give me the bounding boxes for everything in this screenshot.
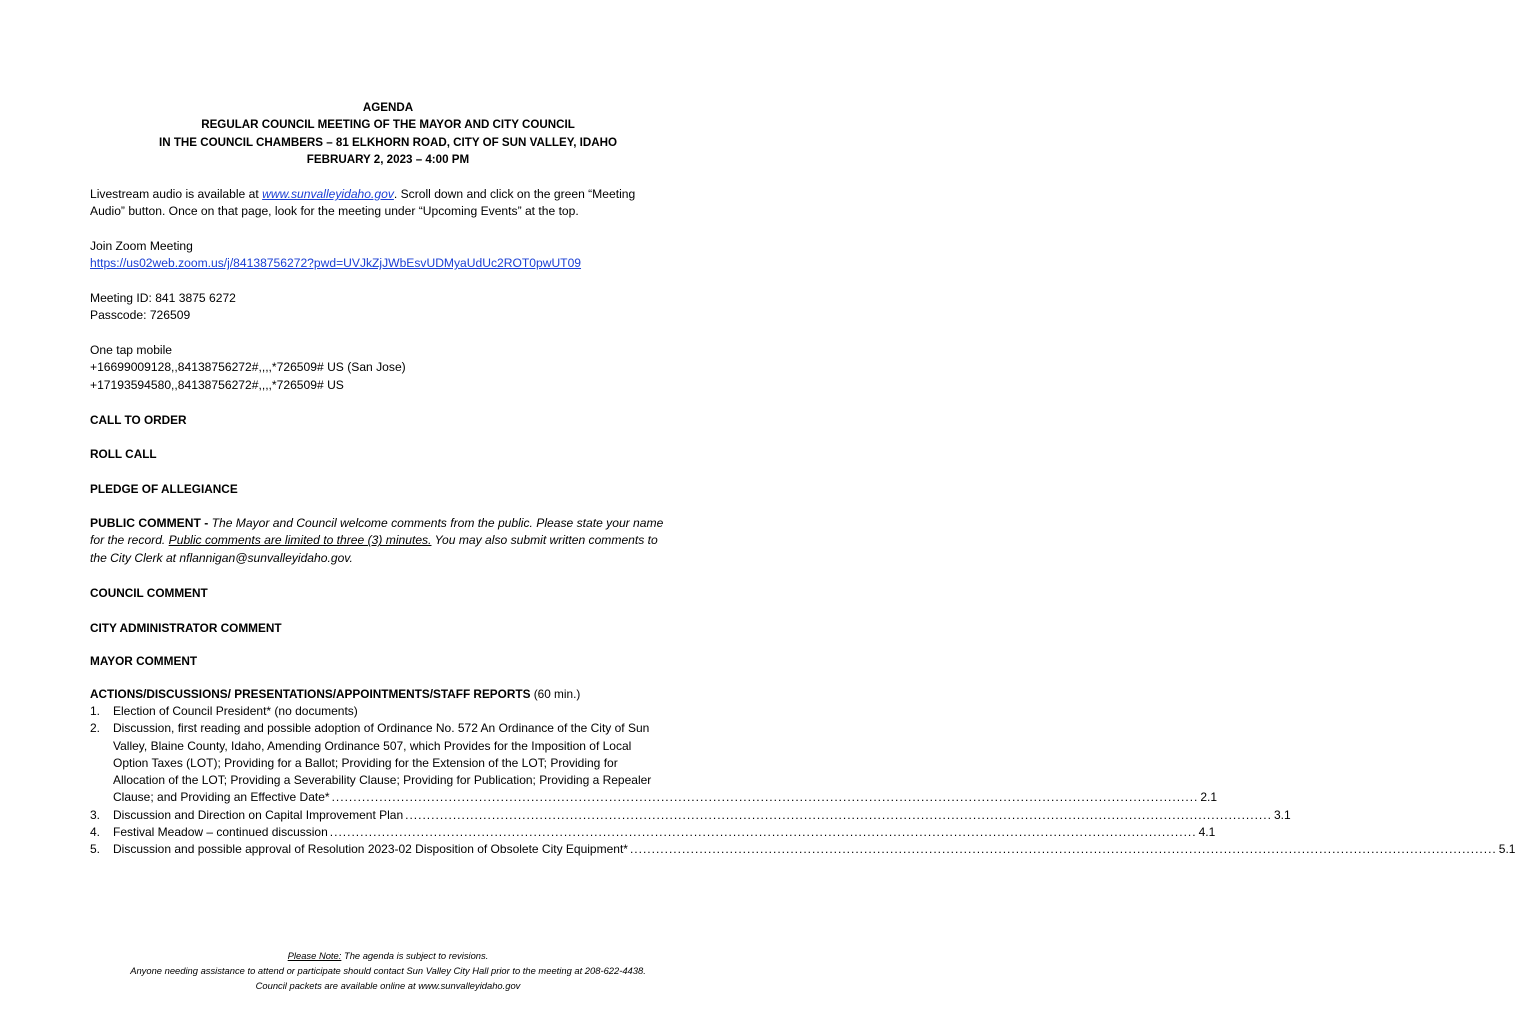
agenda-item-2 [90,720,1218,806]
one-tap-number-1: +16699009128,,84138756272#,,,,*726509# US (San Jose) [90,360,406,375]
agenda-item-3 [90,807,1291,824]
item-row [113,807,1291,824]
public-comment [90,515,700,567]
item-number: 1. [90,704,101,718]
item-text: Discussion and possible approval of Resolution 2023-02 Disposition of Obsolete City Equipment* [113,842,628,857]
item-row [113,841,1515,858]
one-tap-mobile [90,342,690,394]
item-text: Discussion and Direction on Capital Improvement Plan [113,807,404,822]
item-text-line: Discussion, first reading and possible adoption of Ordinance No. 572 An Ordinance of the City of Sun [113,721,650,736]
agenda-footer [90,949,686,993]
public-comment-text-2b: You may also submit written comments to [431,533,658,548]
call-to-order-heading: CALL TO ORDER [90,413,187,427]
website-link[interactable]: www.sunvalleyidaho.gov [262,187,394,201]
item-page-ref: 3.1 [1273,807,1291,822]
item-page-ref: 2.1 [1200,790,1218,805]
item-text-line: Clause; and Providing an Effective Date* [113,790,330,805]
agenda-item-5 [90,841,1515,858]
roll-call-heading: ROLL CALL [90,447,157,461]
item-number: 5. [90,842,101,857]
item-page-ref: 5.1 [1498,842,1515,857]
item-row [113,824,1216,841]
livestream-prefix: Livestream audio is available at [90,187,263,201]
meeting-type: REGULAR COUNCIL MEETING OF THE MAYOR AND CITY COUNCIL [201,118,575,132]
item-text: Festival Meadow – continued discussion [113,825,328,840]
pledge-heading: PLEDGE OF ALLEGIANCE [90,482,238,496]
zoom-info [90,238,690,273]
item-text-line: Valley, Blaine County, Idaho, Amending Ordinance 507, which Provides for the Imposition of Local [113,738,632,753]
item-page-ref: 4.1 [1198,825,1216,840]
item-number: 4. [90,825,101,840]
meeting-date: FEBRUARY 2, 2023 – 4:00 PM [306,152,470,166]
meeting-location: IN THE COUNCIL CHAMBERS – 81 ELKHORN ROAD, CITY OF SUN VALLEY, IDAHO [159,135,617,149]
item-text-line: Option Taxes (LOT); Providing for a Ballot; Providing for the Extension of the LOT; Providing for [113,755,618,770]
agenda-title: AGENDA [362,101,414,114]
footer-assistance: Anyone needing assistance to attend or participate should contact Sun Valley City Hall prior to the meeting at 208-622-4438. [130,964,646,976]
actions-heading: ACTIONS/DISCUSSIONS/ PRESENTATIONS/APPOINTMENTS/STAFF REPORTS [90,687,531,701]
mayor-comment-heading: MAYOR COMMENT [90,654,198,668]
zoom-link[interactable]: https://us02web.zoom.us/j/84138756272?pwd=UVJkZjJWbEsvUDMyaUdUc2ROT0pwUT09 [90,256,582,271]
public-comment-heading: PUBLIC COMMENT - [90,516,212,530]
leader-dots: ........................................................................................................................................................................................................ [329,825,1197,840]
livestream-suffix: . Scroll down and click on the green “Meeting [393,187,636,201]
public-comment-text-2a: for the record. [90,533,169,548]
item-text-line: Allocation of the LOT; Providing a Severability Clause; Providing for Publication; Providing a Repealer [113,773,652,788]
passcode: Passcode: 726509 [90,308,191,323]
leader-dots: ........................................................................................................................................................................................................ [331,790,1199,805]
zoom-title: Join Zoom Meeting [90,239,193,253]
agenda-item-4 [90,824,1216,841]
footer-note-text: The agenda is subject to revisions. [341,950,489,961]
public-comment-limit: Public comments are limited to three (3) minutes. [168,533,432,548]
one-tap-number-2: +17193594580,,84138756272#,,,,*726509# US [90,377,344,392]
item-number: 3. [90,807,101,822]
city-administrator-comment-heading: CITY ADMINISTRATOR COMMENT [90,621,282,635]
public-comment-text-3: the City Clerk at nflannigan@sunvalleyidaho.gov. [90,550,353,565]
one-tap-title: One tap mobile [90,343,173,357]
item-number: 2. [90,721,101,736]
zoom-credentials [90,290,690,325]
agenda-items-list [90,703,1515,859]
meeting-id: Meeting ID: 841 3875 6272 [90,291,236,305]
agenda-item-1 [90,703,686,720]
item-text-last-line [113,789,1218,806]
agenda-header [90,99,686,168]
actions-duration: (60 min.) [530,687,581,701]
livestream-line2: Audio” button. Once on that page, look for the meeting under “Upcoming Events” at the top. [90,204,579,219]
leader-dots: ........................................................................................................................................................................................................ [629,842,1497,857]
item-text: Election of Council President* (no documents) [113,704,358,718]
footer-packets: Council packets are available online at www.sunvalleyidaho.gov [255,979,521,991]
footer-note-label: Please Note: [287,950,342,961]
leader-dots: ........................................................................................................................................................................................................ [405,807,1272,822]
livestream-info [90,186,690,221]
actions-heading-row [90,686,580,703]
council-comment-heading: COUNCIL COMMENT [90,586,208,600]
public-comment-text-1: The Mayor and Council welcome comments from the public. Please state your name [211,516,664,530]
